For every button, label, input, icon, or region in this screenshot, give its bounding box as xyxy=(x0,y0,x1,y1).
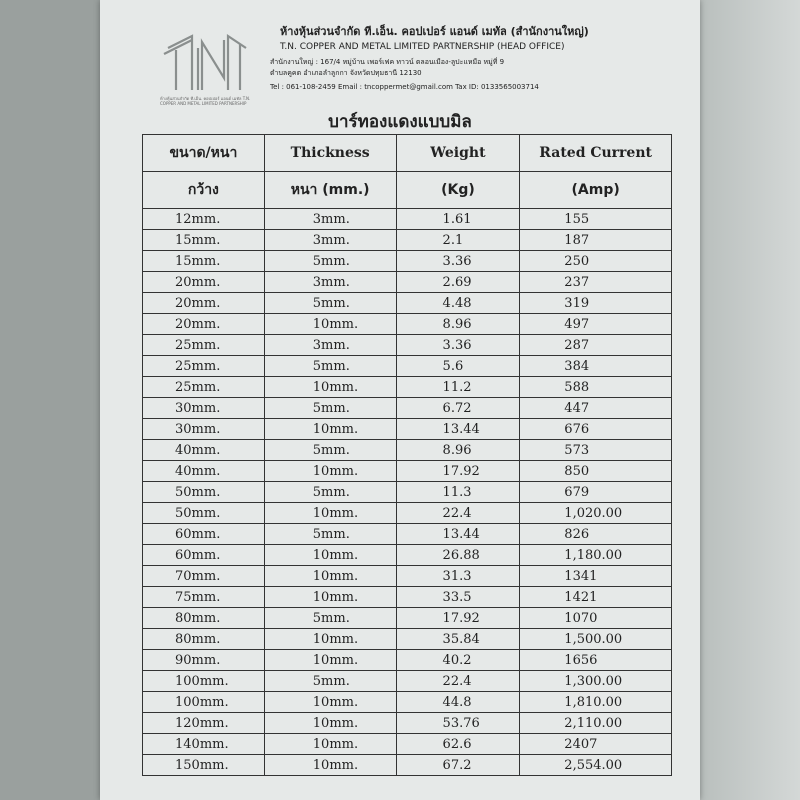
subheader-rated-current: (Amp) xyxy=(520,172,672,209)
table-row xyxy=(143,629,672,650)
company-contact: Tel : 061-108-2459 Email : tncoppermet@gmail.com Tax ID: 0133565003714 xyxy=(270,83,539,91)
width-cell: 120mm. xyxy=(143,713,265,734)
weight-cell: 53.76 xyxy=(396,713,520,734)
thickness-cell: 5mm. xyxy=(264,671,396,692)
table-row xyxy=(143,545,672,566)
thickness-cell: 10mm. xyxy=(264,461,396,482)
thickness-cell: 10mm. xyxy=(264,650,396,671)
width-cell: 50mm. xyxy=(143,482,265,503)
table-row xyxy=(143,398,672,419)
table-row xyxy=(143,440,672,461)
weight-cell: 40.2 xyxy=(396,650,520,671)
thickness-cell: 10mm. xyxy=(264,503,396,524)
weight-cell: 26.88 xyxy=(396,545,520,566)
rated-current-cell: 2,110.00 xyxy=(520,713,672,734)
weight-cell: 13.44 xyxy=(396,419,520,440)
width-cell: 100mm. xyxy=(143,692,265,713)
rated-current-cell: 384 xyxy=(520,356,672,377)
width-cell: 40mm. xyxy=(143,461,265,482)
weight-cell: 8.96 xyxy=(396,440,520,461)
rated-current-cell: 1656 xyxy=(520,650,672,671)
rated-current-cell: 2407 xyxy=(520,734,672,755)
rated-current-cell: 573 xyxy=(520,440,672,461)
thickness-cell: 3mm. xyxy=(264,230,396,251)
table-body xyxy=(143,209,672,776)
weight-cell: 67.2 xyxy=(396,755,520,776)
company-address-line-2: ตำบลคูคต อำเภอลำลูกกา จังหวัดปทุมธานี 12130 xyxy=(270,69,422,77)
rated-current-cell: 1,300.00 xyxy=(520,671,672,692)
thickness-cell: 10mm. xyxy=(264,377,396,398)
weight-cell: 4.48 xyxy=(396,293,520,314)
table-row xyxy=(143,461,672,482)
weight-cell: 8.96 xyxy=(396,314,520,335)
table-row xyxy=(143,755,672,776)
header-rated-current: Rated Current xyxy=(520,135,672,172)
weight-cell: 3.36 xyxy=(396,335,520,356)
rated-current-cell: 1070 xyxy=(520,608,672,629)
rated-current-cell: 676 xyxy=(520,419,672,440)
thickness-cell: 3mm. xyxy=(264,272,396,293)
table-row xyxy=(143,356,672,377)
weight-cell: 13.44 xyxy=(396,524,520,545)
rated-current-cell: 497 xyxy=(520,314,672,335)
table-row xyxy=(143,230,672,251)
header-weight: Weight xyxy=(396,135,520,172)
document-sheet xyxy=(100,0,700,800)
weight-cell: 2.69 xyxy=(396,272,520,293)
width-cell: 20mm. xyxy=(143,293,265,314)
table-header-row xyxy=(143,135,672,172)
table-row xyxy=(143,419,672,440)
weight-cell: 6.72 xyxy=(396,398,520,419)
rated-current-cell: 187 xyxy=(520,230,672,251)
subheader-width: กว้าง xyxy=(143,172,265,209)
width-cell: 25mm. xyxy=(143,335,265,356)
thickness-cell: 5mm. xyxy=(264,398,396,419)
rated-current-cell: 1421 xyxy=(520,587,672,608)
table-subheader-row xyxy=(143,172,672,209)
thickness-cell: 10mm. xyxy=(264,545,396,566)
width-cell: 30mm. xyxy=(143,398,265,419)
width-cell: 20mm. xyxy=(143,272,265,293)
company-logo-icon xyxy=(162,30,252,100)
width-cell: 70mm. xyxy=(143,566,265,587)
table-row xyxy=(143,293,672,314)
table-row xyxy=(143,650,672,671)
thickness-cell: 5mm. xyxy=(264,251,396,272)
header-width: ขนาด/หนา xyxy=(143,135,265,172)
weight-cell: 17.92 xyxy=(396,608,520,629)
thickness-cell: 10mm. xyxy=(264,713,396,734)
rated-current-cell: 155 xyxy=(520,209,672,230)
logo-caption: ห้างหุ้นส่วนจำกัด ที.เอ็น. คอปเปอร์ แอนด์ เมทัล T.N. COPPER AND METAL LIMITED PARTNERSHIP xyxy=(160,96,251,106)
width-cell: 80mm. xyxy=(143,608,265,629)
table-row xyxy=(143,314,672,335)
width-cell: 60mm. xyxy=(143,524,265,545)
copper-bar-spec-table xyxy=(142,134,672,776)
rated-current-cell: 287 xyxy=(520,335,672,356)
thickness-cell: 10mm. xyxy=(264,566,396,587)
table-row xyxy=(143,608,672,629)
rated-current-cell: 447 xyxy=(520,398,672,419)
width-cell: 20mm. xyxy=(143,314,265,335)
rated-current-cell: 1341 xyxy=(520,566,672,587)
thickness-cell: 10mm. xyxy=(264,587,396,608)
thickness-cell: 5mm. xyxy=(264,608,396,629)
table-row xyxy=(143,566,672,587)
thickness-cell: 3mm. xyxy=(264,209,396,230)
rated-current-cell: 850 xyxy=(520,461,672,482)
rated-current-cell: 1,810.00 xyxy=(520,692,672,713)
width-cell: 140mm. xyxy=(143,734,265,755)
rated-current-cell: 679 xyxy=(520,482,672,503)
header-thickness: Thickness xyxy=(264,135,396,172)
width-cell: 15mm. xyxy=(143,251,265,272)
rated-current-cell: 250 xyxy=(520,251,672,272)
thickness-cell: 10mm. xyxy=(264,755,396,776)
table-row xyxy=(143,377,672,398)
width-cell: 90mm. xyxy=(143,650,265,671)
thickness-cell: 10mm. xyxy=(264,419,396,440)
width-cell: 25mm. xyxy=(143,356,265,377)
weight-cell: 5.6 xyxy=(396,356,520,377)
table-row xyxy=(143,503,672,524)
rated-current-cell: 1,500.00 xyxy=(520,629,672,650)
weight-cell: 33.5 xyxy=(396,587,520,608)
thickness-cell: 5mm. xyxy=(264,356,396,377)
table-row xyxy=(143,713,672,734)
weight-cell: 1.61 xyxy=(396,209,520,230)
width-cell: 75mm. xyxy=(143,587,265,608)
company-address-line-1: สำนักงานใหญ่ : 167/4 หมู่บ้าน เพอร์เฟค ทาวน์ ตลอนเมือง-ลูปะแหมือ หมู่ที่ 9 xyxy=(270,58,505,66)
width-cell: 100mm. xyxy=(143,671,265,692)
width-cell: 40mm. xyxy=(143,440,265,461)
table-row xyxy=(143,524,672,545)
company-header xyxy=(270,22,690,91)
company-name-english: T.N. COPPER AND METAL LIMITED PARTNERSHIP (HEAD OFFICE) xyxy=(280,42,565,52)
weight-cell: 44.8 xyxy=(396,692,520,713)
table-row xyxy=(143,734,672,755)
weight-cell: 22.4 xyxy=(396,671,520,692)
weight-cell: 11.2 xyxy=(396,377,520,398)
weight-cell: 31.3 xyxy=(396,566,520,587)
width-cell: 150mm. xyxy=(143,755,265,776)
table-row xyxy=(143,209,672,230)
width-cell: 25mm. xyxy=(143,377,265,398)
rated-current-cell: 1,020.00 xyxy=(520,503,672,524)
thickness-cell: 10mm. xyxy=(264,692,396,713)
rated-current-cell: 826 xyxy=(520,524,672,545)
width-cell: 50mm. xyxy=(143,503,265,524)
weight-cell: 35.84 xyxy=(396,629,520,650)
background-surface xyxy=(700,0,800,800)
document-title: บาร์ทองแดงแบบมิล xyxy=(328,112,472,132)
company-name-thai: ห้างหุ้นส่วนจำกัด ที.เอ็น. คอปเปอร์ แอนด์ เมทัล (สำนักงานใหญ่) xyxy=(280,25,589,38)
width-cell: 12mm. xyxy=(143,209,265,230)
thickness-cell: 5mm. xyxy=(264,293,396,314)
subheader-thickness: หนา (mm.) xyxy=(264,172,396,209)
width-cell: 60mm. xyxy=(143,545,265,566)
weight-cell: 11.3 xyxy=(396,482,520,503)
rated-current-cell: 588 xyxy=(520,377,672,398)
thickness-cell: 5mm. xyxy=(264,440,396,461)
subheader-weight: (Kg) xyxy=(396,172,520,209)
table-row xyxy=(143,272,672,293)
weight-cell: 17.92 xyxy=(396,461,520,482)
weight-cell: 3.36 xyxy=(396,251,520,272)
width-cell: 15mm. xyxy=(143,230,265,251)
thickness-cell: 3mm. xyxy=(264,335,396,356)
rated-current-cell: 319 xyxy=(520,293,672,314)
table-row xyxy=(143,482,672,503)
table-row xyxy=(143,692,672,713)
weight-cell: 62.6 xyxy=(396,734,520,755)
width-cell: 30mm. xyxy=(143,419,265,440)
thickness-cell: 10mm. xyxy=(264,314,396,335)
thickness-cell: 5mm. xyxy=(264,482,396,503)
width-cell: 80mm. xyxy=(143,629,265,650)
table-row xyxy=(143,587,672,608)
thickness-cell: 10mm. xyxy=(264,734,396,755)
rated-current-cell: 2,554.00 xyxy=(520,755,672,776)
thickness-cell: 5mm. xyxy=(264,524,396,545)
table-row xyxy=(143,251,672,272)
weight-cell: 2.1 xyxy=(396,230,520,251)
thickness-cell: 10mm. xyxy=(264,629,396,650)
rated-current-cell: 237 xyxy=(520,272,672,293)
table-row xyxy=(143,671,672,692)
table-row xyxy=(143,335,672,356)
rated-current-cell: 1,180.00 xyxy=(520,545,672,566)
weight-cell: 22.4 xyxy=(396,503,520,524)
